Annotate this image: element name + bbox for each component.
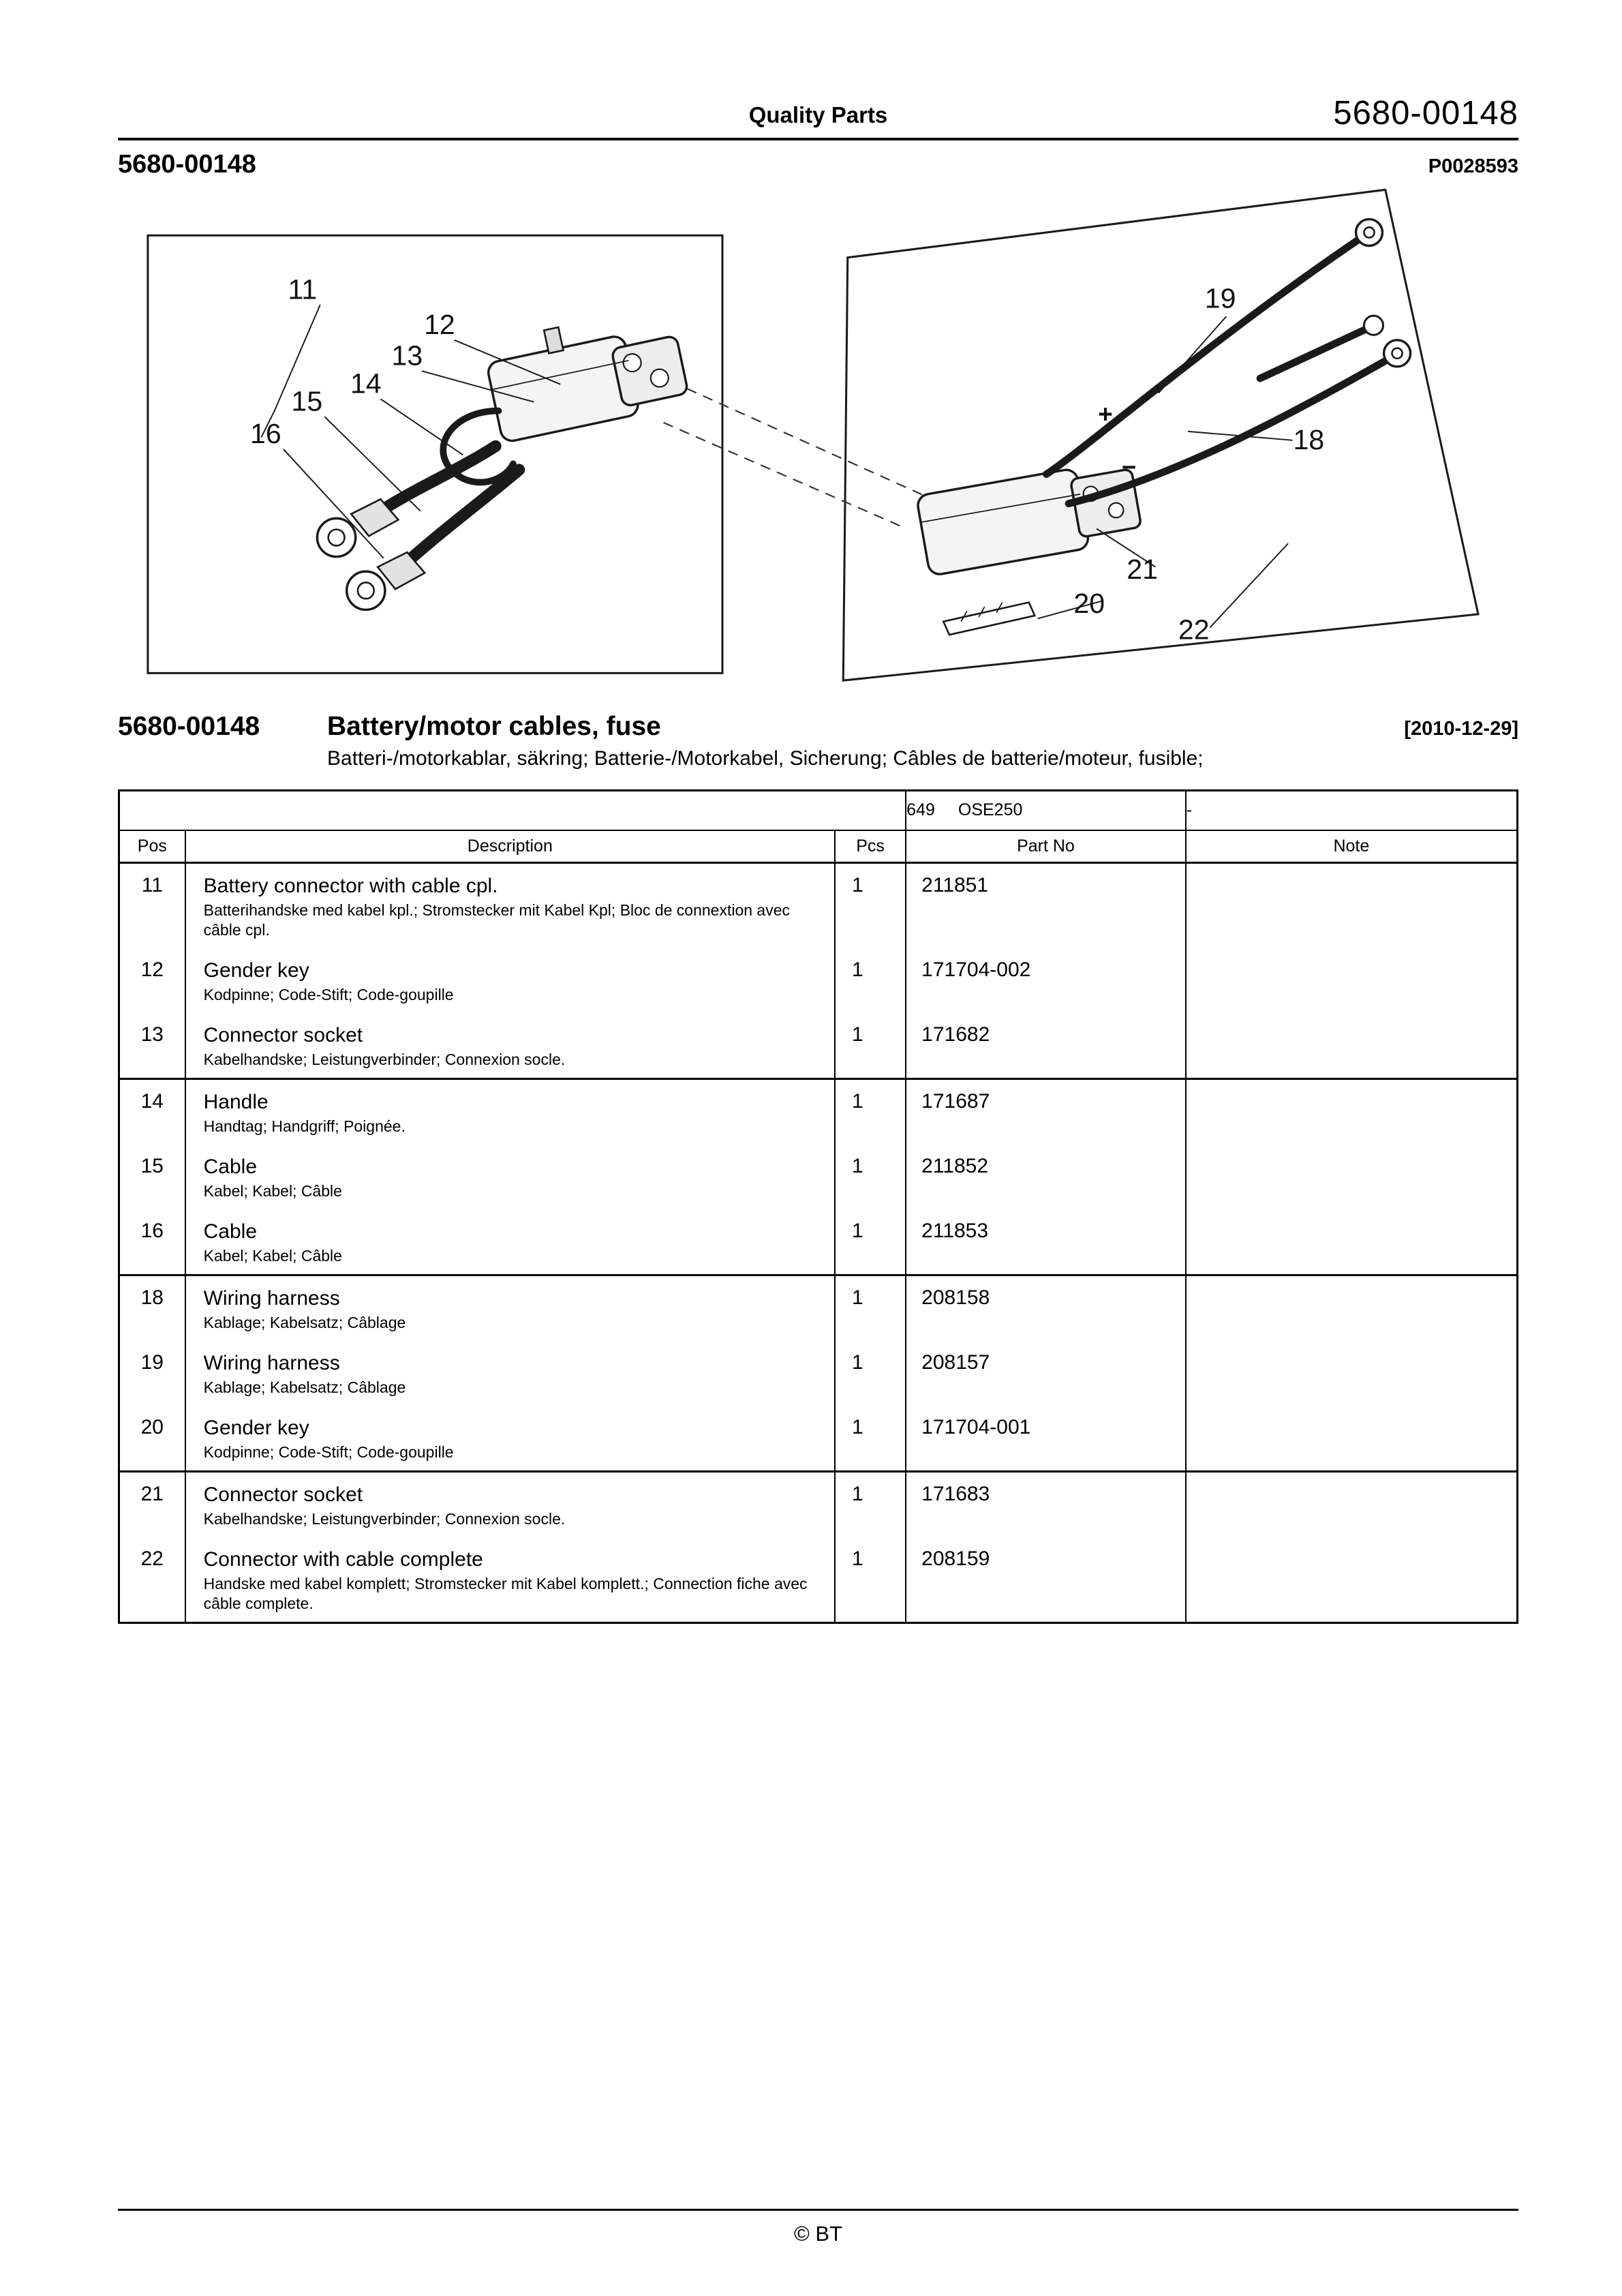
- description-main: Cable: [203, 1155, 258, 1178]
- pos-cell: 19: [119, 1341, 185, 1406]
- pos-cell: 22: [119, 1537, 185, 1623]
- pcs-cell: 1: [835, 1145, 906, 1209]
- callout-19: 19: [1204, 282, 1236, 314]
- description-cell: [185, 1209, 835, 1275]
- description-cell: [185, 948, 835, 1013]
- pcs-cell: 1: [835, 1341, 906, 1406]
- table-row: [119, 1341, 1518, 1406]
- col-header-part-no: Part No: [906, 830, 1186, 863]
- description-cell: [185, 1079, 835, 1145]
- col-header-pos: Pos: [119, 830, 185, 863]
- note-cell: [1186, 863, 1518, 949]
- note-cell: [1186, 1013, 1518, 1079]
- table-row: [119, 1275, 1518, 1342]
- note-cell: [1186, 1145, 1518, 1209]
- description-main: Battery connector with cable cpl.: [203, 875, 498, 897]
- machine-header-row: [119, 791, 1518, 830]
- description-translations: Kabel; Kabel; Câble: [203, 1247, 342, 1265]
- description-cell: [185, 863, 835, 949]
- part-no-cell: 211851: [906, 863, 1186, 949]
- pos-cell: 14: [119, 1079, 185, 1145]
- left-figure-frame: [148, 235, 722, 673]
- callout-20: 20: [1073, 587, 1105, 619]
- page-content: [118, 0, 1518, 1624]
- description-main: Wiring harness: [203, 1287, 340, 1310]
- description-translations: Kabel; Kabel; Câble: [203, 1182, 342, 1200]
- description-main: Handle: [203, 1091, 269, 1113]
- description-cell: [185, 1341, 835, 1406]
- description-main: Wiring harness: [203, 1352, 340, 1374]
- table-row: [119, 1209, 1518, 1275]
- note-cell: [1186, 1209, 1518, 1275]
- pcs-cell: 1: [835, 1209, 906, 1275]
- part-no-cell: 171687: [906, 1079, 1186, 1145]
- machine-header-empty: [119, 791, 906, 830]
- description-translations: Kodpinne; Code-Stift; Code-goupille: [203, 1443, 454, 1461]
- section-heading: [118, 712, 1518, 742]
- part-no-cell: 171704-001: [906, 1406, 1186, 1472]
- description-cell: [185, 1472, 835, 1538]
- callout-21: 21: [1127, 554, 1158, 586]
- page-header: [118, 0, 1518, 140]
- footer-brand: © BT: [793, 2222, 843, 2246]
- pcs-cell: 1: [835, 1472, 906, 1538]
- description-main: Cable: [203, 1220, 258, 1243]
- callout-16: 16: [249, 418, 281, 450]
- description-translations: Kablage; Kabelsatz; Câblage: [203, 1314, 406, 1331]
- description-translations: Kabelhandske; Leistungverbinder; Connexion socle.: [203, 1051, 566, 1068]
- description-translations: Handtag; Handgriff; Poignée.: [203, 1117, 406, 1135]
- pos-cell: 21: [119, 1472, 185, 1538]
- part-no-cell: 211853: [906, 1209, 1186, 1275]
- table-row: [119, 863, 1518, 949]
- note-cell: [1186, 948, 1518, 1013]
- gender-key-pin: [544, 327, 563, 353]
- figure-reference: P0028593: [1428, 155, 1518, 177]
- description-cell: [185, 1145, 835, 1209]
- description-main: Connector with cable complete: [203, 1548, 483, 1571]
- table-row: [119, 1537, 1518, 1623]
- table-row: [119, 1472, 1518, 1538]
- exploded-view-diagram: [118, 187, 1518, 688]
- section-subtitle: Batteri-/motorkablar, säkring; Batterie-/Motorkabel, Sicherung; Câbles de batterie/moteur, fusible;: [327, 747, 1204, 770]
- harness-segment: [1260, 330, 1364, 378]
- exploded-relation-dashes: [664, 381, 926, 528]
- battery-connector-assembly: [318, 303, 691, 609]
- pcs-cell: 1: [835, 948, 906, 1013]
- right-figure-frame: [843, 190, 1478, 680]
- doc-line: [118, 150, 1518, 183]
- note-cell: [1186, 1472, 1518, 1538]
- pos-cell: 12: [119, 948, 185, 1013]
- description-cell: [185, 1013, 835, 1079]
- description-translations: Kabelhandske; Leistungverbinder; Connexion socle.: [203, 1510, 566, 1528]
- connector-housing: [916, 468, 1090, 576]
- description-translations: Kablage; Kabelsatz; Câblage: [203, 1378, 406, 1396]
- pos-cell: 15: [119, 1145, 185, 1209]
- part-no-cell: 171704-002: [906, 948, 1186, 1013]
- description-main: Gender key: [203, 1417, 309, 1439]
- col-header-note: Note: [1186, 830, 1518, 863]
- callout-15: 15: [291, 385, 323, 417]
- note-cell: [1186, 1341, 1518, 1406]
- callout-12: 12: [424, 309, 455, 341]
- parts-table-body: [119, 863, 1518, 1623]
- pcs-cell: 1: [835, 1275, 906, 1342]
- machine-serial: -: [1186, 791, 1518, 830]
- callout-14: 14: [350, 367, 382, 399]
- part-no-cell: 211852: [906, 1145, 1186, 1209]
- description-translations: Batterihandske med kabel kpl.; Stromstecker mit Kabel Kpl; Bloc de connextion avec câble cpl.: [203, 901, 791, 939]
- page-footer: [118, 2209, 1518, 2246]
- description-cell: [185, 1537, 835, 1623]
- note-cell: [1186, 1406, 1518, 1472]
- revision-date: [2010-12-29]: [1404, 718, 1518, 740]
- section-number: 5680-00148: [118, 712, 260, 741]
- header-doc-number: 5680-00148: [1333, 95, 1518, 132]
- description-main: Connector socket: [203, 1483, 363, 1506]
- pcs-cell: 1: [835, 1079, 906, 1145]
- pcs-cell: 1: [835, 1406, 906, 1472]
- callout-labels: [250, 273, 1324, 645]
- pos-cell: 16: [119, 1209, 185, 1275]
- part-no-cell: 208159: [906, 1537, 1186, 1623]
- col-header-pcs: Pcs: [835, 830, 906, 863]
- pos-cell: 18: [119, 1275, 185, 1342]
- pcs-cell: 1: [835, 863, 906, 949]
- plus-polarity-mark: +: [1098, 399, 1113, 428]
- callout-11: 11: [288, 273, 318, 305]
- machine-code: 649: [906, 800, 935, 820]
- callout-18: 18: [1293, 423, 1325, 455]
- description-translations: Handske med kabel komplett; Stromstecker mit Kabel komplett.; Connection fiche avec câble complete.: [203, 1575, 808, 1612]
- header-title: Quality Parts: [748, 102, 888, 127]
- pos-cell: 11: [119, 863, 185, 949]
- description-main: Connector socket: [203, 1024, 363, 1046]
- diagram-area: [118, 187, 1518, 691]
- description-cell: [185, 1406, 835, 1472]
- part-no-cell: 208157: [906, 1341, 1186, 1406]
- note-cell: [1186, 1079, 1518, 1145]
- part-no-cell: 208158: [906, 1275, 1186, 1342]
- machine-name: OSE250: [958, 800, 1023, 820]
- minus-polarity-mark: −: [1121, 453, 1137, 481]
- column-header-row: [119, 830, 1518, 863]
- part-no-cell: 171682: [906, 1013, 1186, 1079]
- note-cell: [1186, 1537, 1518, 1623]
- pcs-cell: 1: [835, 1537, 906, 1623]
- callout-22: 22: [1178, 614, 1210, 646]
- gender-key-pin: [943, 603, 1035, 635]
- connector-socket: [611, 335, 688, 407]
- machine-model: [906, 791, 1186, 830]
- page-title: Battery/motor cables, fuse: [327, 712, 661, 741]
- table-row: [119, 948, 1518, 1013]
- doc-number: 5680-00148: [118, 150, 256, 179]
- table-row: [119, 1145, 1518, 1209]
- note-cell: [1186, 1275, 1518, 1342]
- table-row: [119, 1013, 1518, 1079]
- description-main: Gender key: [203, 959, 309, 982]
- callout-13: 13: [391, 339, 423, 372]
- pos-cell: 20: [119, 1406, 185, 1472]
- table-row: [119, 1079, 1518, 1145]
- description-cell: [185, 1275, 835, 1342]
- connector-with-harness-assembly: [916, 220, 1410, 635]
- pos-cell: 13: [119, 1013, 185, 1079]
- parts-table: [118, 789, 1518, 1624]
- part-no-cell: 171683: [906, 1472, 1186, 1538]
- table-row: [119, 1406, 1518, 1472]
- description-translations: Kodpinne; Code-Stift; Code-goupille: [203, 986, 454, 1003]
- pcs-cell: 1: [835, 1013, 906, 1079]
- col-header-description: Description: [185, 830, 835, 863]
